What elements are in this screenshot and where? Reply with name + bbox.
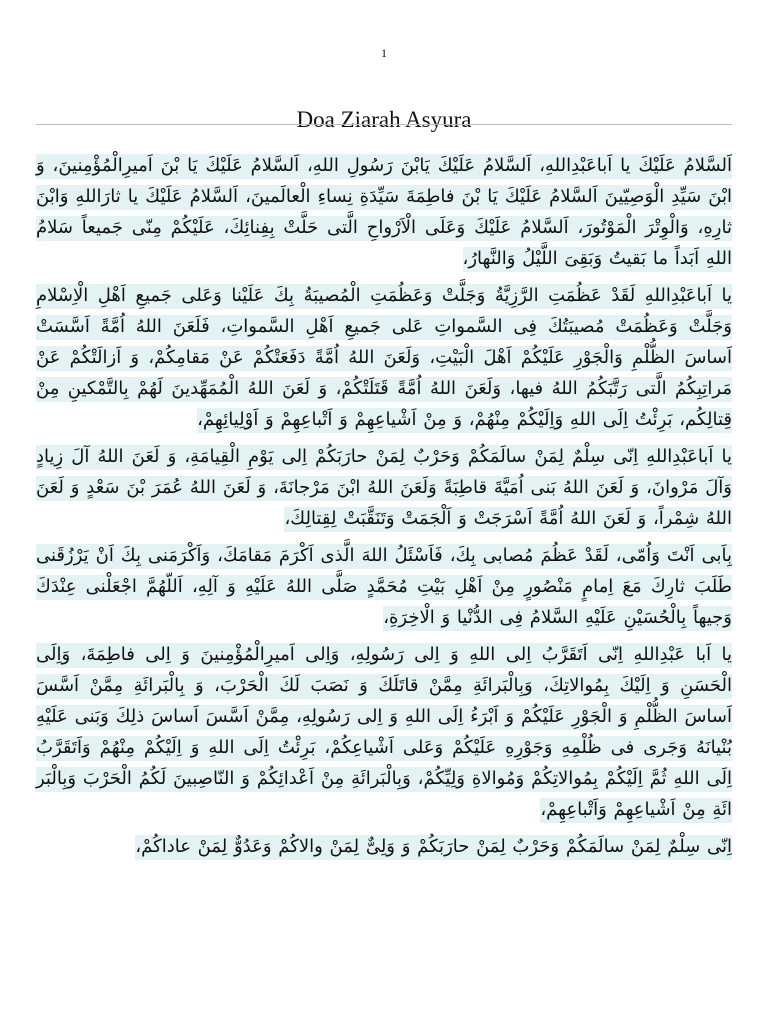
paragraph-salutation — [36, 150, 732, 274]
paragraph-text: يا اَبا عَبْدِاللهِ اِنّى اَتَقَرَّبُ اِلى اللهِ وَ اِلى رَسُولِهِ، وَاِلى اَميرِالْمُؤْمِنينَ وَ اِلى فاطِمَةَ، وَاِلَى الْحَسَنِ وَ اِلَيْكَ بِمُوالاتِكَ، وَبِالْبَرائَةِ مِمَّنْ قاتَلَكَ وَ نَصَبَ لَكَ الْحَرْبَ، وَ بِالْبَرائَةِ مِمَّنْ اَسَّسَ اَساسَ الظُّلْمِ وَ الْجَوْرِ عَلَيْكُمْ وَ اَبْرَءُ اِلَى اللهِ وَ اِلى رَسُولِهِ، مِمَّنْ اَسَّسَ اَساسَ ذلِكَ وَبَنى عَلَيْهِ بُنْيانَهُ وَجَرى فى ظُلْمِهِ وَجَوْرِهِ عَلَيْكُمْ وَعَلى اَشْياعِكُمْ، بَرِئْتُ اِلَى اللهِ وَ اِلَيْكُمْ مِنْهُمْ وَاَتَقَرَّبُ اِلَى اللهِ ثُمَّ اِلَيْكُمْ بِمُوالاتِكُمْ وَمُوالاةِ وَلِيِّكُمْ، وَبِالْبَرائَةِ مِنْ اَعْدائِكُمْ وَ النّاصِبينَ لَكُمُ الْحَرْبَ وَبِالْبَر ائَةِ مِنْ اَشْياعِهِمْ وَاَتْباعِهِمْ، — [36, 643, 732, 823]
paragraph-text: بِاَبى اَنْتَ وَاُمّى، لَقَدْ عَظُمَ مُصابى بِكَ، فَاَسْئَلُ اللهَ الَّذى اَكْرَمَ مَقامَكَ، وَاَكْرَمَنى بِكَ اَنْ يَرْزُقَنى طَلَبَ ثارِكَ مَعَ اِمامٍ مَنْصُورٍ مِنْ اَهْلِ بَيْتِ مُحَمَّدٍ صَلَّى اللهُ عَلَيْهِ وَ آلِهِ، اَللّهُمَّ اجْعَلْنى عِنْدَكَ وَجيهاً بِالْحُسَيْنِ عَلَيْهِ السَّلامُ فِى الدُّنْيا وَ الْاخِرَةِ، — [36, 544, 732, 631]
paragraph-supplication — [36, 540, 732, 633]
paragraph-text: يا اَباعَبْدِاللهِ اِنّى سِلْمٌ لِمَنْ سالَمَكُمْ وَحَرْبٌ لِمَنْ حارَبَكُمْ اِلى يَوْمِ الْقِيامَةِ، وَ لَعَنَ اللهُ آلَ زِيادٍ وَآلَ مَرْوانَ، وَ لَعَنَ اللهُ بَنى اُمَيَّةَ قاطِبَةً وَلَعَنَ اللهُ ابْنَ مَرْجانَةَ، وَ لَعَنَ اللهُ عُمَرَ بْنَ سَعْدٍ وَ لَعَنَ اللهُ شِمْراً، وَ لَعَنَ اللهُ اُمَّةً اَسْرَجَتْ وَ اَلْجَمَتْ وَتَنَقَّبَتْ لِقِتالِكَ، — [36, 445, 732, 532]
paragraph-text: اِنّى سِلْمٌ لِمَنْ سالَمَكُمْ وَحَرْبٌ لِمَنْ حارَبَكُمْ وَ وَلِىٌّ لِمَنْ والاكُمْ وَعَدُوٌّ لِمَنْ عاداكُمْ، — [135, 835, 732, 860]
page-number: 1 — [381, 46, 387, 60]
title-divider — [36, 124, 732, 125]
document-body — [36, 150, 732, 868]
paragraph-peace-war — [36, 441, 732, 534]
paragraph-allegiance — [36, 831, 732, 862]
page-title: Doa Ziarah Asyura — [296, 107, 472, 133]
paragraph-calamity — [36, 280, 732, 435]
paragraph-nearness — [36, 639, 732, 825]
paragraph-text: اَلسَّلامُ عَلَيْكَ يا اَباعَبْدِاللهِ، اَلسَّلامُ عَلَيْكَ يَابْنَ رَسُولِ اللهِ، اَلسَّلامُ عَلَيْكَ يَا بْنَ اَميرِالْمُؤْمِنينَ، وَ ابْنَ سَيِّدِ الْوَصِيّينَ اَلسَّلامُ عَلَيْكَ يَا بْنَ فاطِمَةَ سَيِّدَةِ نِساءِ الْعالَمينَ، اَلسَّلامُ عَلَيْكَ يا ثارَاللهِ وَابْنَ ثارِهِ، وَالْوِتْرَ الْمَوْتُورَ، اَلسَّلامُ عَلَيْكَ وَعَلَى الْاَرْواحِ الَّتى حَلَّتْ بِفِنائِكَ، عَلَيْكُمْ مِنّى جَميعاً سَلامُ اللهِ اَبَداً ما بَقيتُ وَبَقِىَ اللَّيْلُ وَالنَّهارُ، — [36, 154, 732, 272]
paragraph-text: يا اَباعَبْدِاللهِ لَقَدْ عَظُمَتِ الرَّزِيَّةُ وَجَلَّتْ وَعَظُمَتِ الْمُصيبَةُ بِكَ عَلَيْنا وَعَلى جَميعِ اَهْلِ الْاِسْلامِ وَجَلَّتْ وَعَظُمَتْ مُصيبَتُكَ فِى السَّمواتِ عَلى جَميعِ اَهْلِ السَّمواتِ، فَلَعَنَ اللهُ اُمَّةً اَسَّسَتْ اَساسَ الظُّلْمِ وَالْجَوْرِ عَلَيْكُمْ اَهْلَ الْبَيْتِ، وَلَعَنَ اللهُ اُمَّةً دَفَعَتْكُمْ عَنْ مَقامِكُمْ، وَ اَزالَتْكُمْ عَنْ مَراتِبِكُمُ الَّتى رَتَّبَكُمُ اللهُ فيها، وَلَعَنَ اللهُ اُمَّةً قَتَلَتْكُمْ، وَ لَعَنَ اللهُ الْمُمَهِّدينَ لَهُمْ بِالتَّمْكينِ مِنْ قِتالِكُم، بَرِئْتُ اِلَى اللهِ وَاِلَيْكُمْ مِنْهُمْ، وَ مِنْ اَشْياعِهِمْ وَ اَتْباعِهِمْ وَ اَوْلِيائِهِمْ، — [36, 284, 732, 433]
